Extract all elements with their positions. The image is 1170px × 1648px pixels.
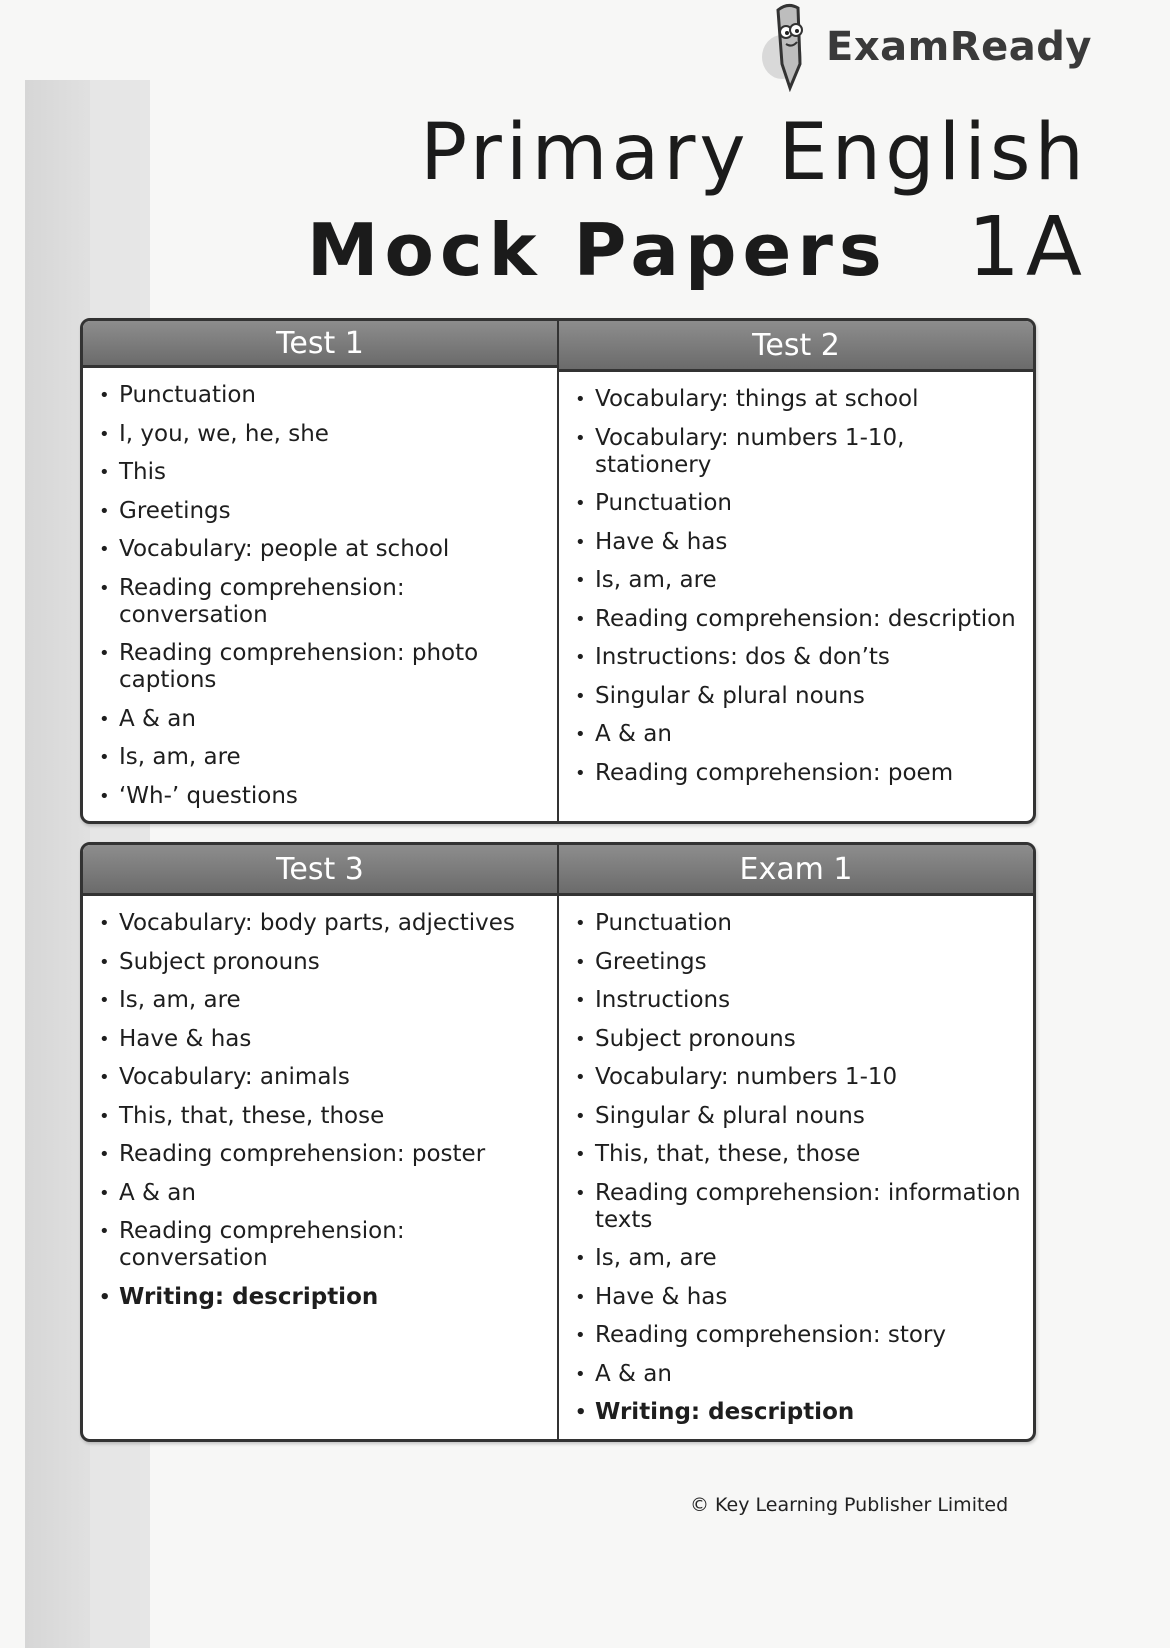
topic-item: • Greetings xyxy=(595,949,1023,976)
topic-item: • Have & has xyxy=(595,529,1023,556)
topic-item: • A & an xyxy=(119,1180,547,1207)
topic-list xyxy=(559,372,1033,798)
title-line-2 xyxy=(307,200,1088,295)
topic-item: • Is, am, are xyxy=(595,1245,1023,1272)
topic-item: • Reading comprehension: story xyxy=(595,1322,1023,1349)
title-line-1: Primary English xyxy=(420,108,1088,198)
section-test-3 xyxy=(83,845,557,1439)
topic-item: • Subject pronouns xyxy=(119,949,547,976)
topic-item: • Instructions: dos & don’ts xyxy=(595,644,1023,671)
topic-item: • Vocabulary: body parts, adjectives xyxy=(119,910,547,937)
topic-item: • Is, am, are xyxy=(119,987,547,1014)
section-test-1 xyxy=(83,321,557,821)
contents-box-bottom xyxy=(80,842,1036,1442)
brand-name: ExamReady xyxy=(826,24,1092,70)
topic-list xyxy=(83,368,557,821)
topic-item: • A & an xyxy=(595,721,1023,748)
topic-item: • ‘Wh-’ questions xyxy=(119,783,547,810)
topic-item: • Reading comprehension: conversation xyxy=(119,575,547,629)
section-test-2 xyxy=(557,321,1033,821)
topic-item: • Vocabulary: people at school xyxy=(119,536,547,563)
section-exam-1 xyxy=(557,845,1033,1439)
topic-item: • Singular & plural nouns xyxy=(595,1103,1023,1130)
topic-item: • Have & has xyxy=(595,1284,1023,1311)
section-heading: Exam 1 xyxy=(559,845,1033,896)
topic-item: • Vocabulary: animals xyxy=(119,1064,547,1091)
copyright-footer: © Key Learning Publisher Limited xyxy=(690,1494,1009,1516)
topic-item: • Have & has xyxy=(119,1026,547,1053)
topic-item: • Instructions xyxy=(595,987,1023,1014)
topic-item: • Vocabulary: numbers 1-10 xyxy=(595,1064,1023,1091)
topic-list xyxy=(83,896,557,1322)
topic-list xyxy=(559,896,1033,1438)
topic-item: • Punctuation xyxy=(595,490,1023,517)
section-heading: Test 2 xyxy=(559,321,1033,372)
topic-item: • Reading comprehension: poem xyxy=(595,760,1023,787)
topic-item: • Punctuation xyxy=(595,910,1023,937)
topic-item: • This, that, these, those xyxy=(119,1103,547,1130)
topic-item: • Writing: description xyxy=(595,1399,1023,1426)
topic-item: • Reading comprehension: description xyxy=(595,606,1023,633)
topic-item: • A & an xyxy=(119,706,547,733)
topic-item: • Greetings xyxy=(119,498,547,525)
topic-item: • Singular & plural nouns xyxy=(595,683,1023,710)
contents-box-top xyxy=(80,318,1036,824)
section-heading: Test 3 xyxy=(83,845,557,896)
topic-item: • Writing: description xyxy=(119,1284,547,1311)
section-heading: Test 1 xyxy=(83,321,557,368)
topic-item: • Punctuation xyxy=(119,382,547,409)
topic-item: • Subject pronouns xyxy=(595,1026,1023,1053)
topic-item: • This xyxy=(119,459,547,486)
topic-item: • Is, am, are xyxy=(595,567,1023,594)
topic-item: • This, that, these, those xyxy=(595,1141,1023,1168)
topic-item: • Is, am, are xyxy=(119,744,547,771)
title-mock-papers: Mock Papers xyxy=(306,208,888,292)
title-code: 1A xyxy=(967,200,1088,295)
topic-item: • Reading comprehension: poster xyxy=(119,1141,547,1168)
topic-item: • Reading comprehension: conversation xyxy=(119,1218,547,1272)
brand-logo xyxy=(760,2,1092,92)
pencil-mascot-icon xyxy=(760,2,820,92)
topic-item: • Reading comprehension: photo captions xyxy=(119,640,547,694)
topic-item: • Reading comprehension: information texts xyxy=(595,1180,1023,1234)
topic-item: • Vocabulary: things at school xyxy=(595,386,1023,413)
topic-item: • Vocabulary: numbers 1-10, stationery xyxy=(595,425,1023,479)
topic-item: • I, you, we, he, she xyxy=(119,421,547,448)
topic-item: • A & an xyxy=(595,1361,1023,1388)
